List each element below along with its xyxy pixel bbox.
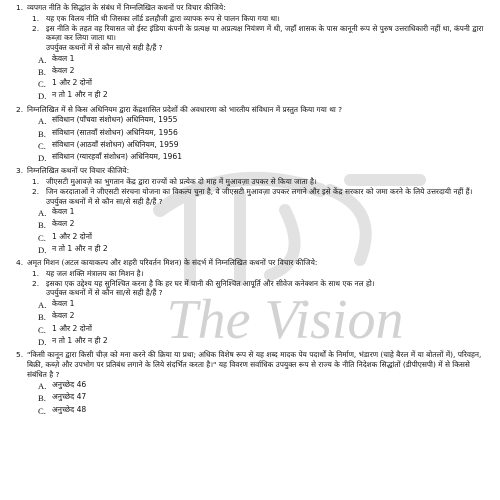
option-label: D. (38, 244, 47, 255)
option-text: अनुच्छेद 47 (52, 392, 87, 402)
statement-1 (32, 177, 490, 187)
option-label: D. (38, 153, 47, 164)
option-text: संविधान (सातवाँ संशोधन) अधिनियम, 1956 (52, 127, 178, 137)
question-prompt: उपर्युक्त कथनों में से कौन सा/से सही है/हैं ? (46, 288, 163, 298)
statement-number: 2. (32, 278, 40, 288)
option-label: A. (38, 208, 47, 219)
question-text: "किसी कानून द्वारा किसी चीज़ को मना करने की क्रिया या प्रथा; अधिक विशेष रूप से यह शब्द मादक पेय पदार्थों के निर्माण, भंडारण (चाहे बैरल में या बोतलों में), परिवहन, बिक्री, कब्ज़े और उपभोग पर प्रतिबंध लगाने के लिये संदर्भित करता है।" यह विवरण सर्वाधिक उपयुक्त रूप से राज्य के नीति निदेशक सिद्धांतों (डीपीएसपी) में से किससे संबंधित है ? (27, 349, 482, 379)
option-label: A. (38, 300, 47, 311)
option-label: C. (38, 232, 46, 243)
question-prompt: उपर्युक्त कथनों में से कौन सा/से सही है/हैं ? (46, 43, 163, 53)
option-b (38, 219, 490, 231)
watermark-text: The Vision (166, 289, 404, 351)
question-text: निम्नलिखित कथनों पर विचार कीजिये: (27, 166, 130, 176)
question-5 (16, 350, 490, 417)
question-stem (16, 105, 490, 115)
statement-number: 2. (32, 186, 40, 196)
option-d (38, 90, 490, 102)
option-label: D. (38, 336, 47, 347)
statement-1 (32, 269, 490, 279)
option-list (38, 115, 490, 164)
statement-text: यह एक विलय नीति थी जिसका लॉर्ड डलहौजी द्वारा व्यापक रूप से पालन किया गया था। (46, 13, 280, 23)
statement-text: इसका एक उद्देश्य यह सुनिश्चित करना है कि हर घर में पानी की सुनिश्चित आपूर्ति और सीवेज कनेक्शन के साथ एक नल हो। (46, 278, 375, 288)
statement-list (32, 177, 490, 197)
option-c (38, 78, 490, 90)
option-b (38, 392, 490, 404)
option-label: C. (38, 79, 46, 90)
statement-1 (32, 14, 490, 24)
statement-number: 1. (32, 268, 40, 278)
question-stem (16, 258, 490, 268)
option-label: B. (38, 67, 46, 78)
option-label: C. (38, 140, 46, 151)
question-number: 3. (16, 166, 24, 176)
option-text: 1 और 2 दोनों (52, 231, 92, 241)
statement-list (32, 269, 490, 289)
option-b (38, 311, 490, 323)
option-text: संविधान (पाँचवा संशोधन) अधिनियम, 1955 (52, 115, 178, 125)
question-prompt: उपर्युक्त कथनों में से कौन सा/से सही है/हैं ? (46, 196, 163, 206)
option-a (38, 115, 490, 127)
question-text: निम्नलिखित में से किस अधिनियम द्वारा केंद्रशासित प्रदेशों की अवधारणा को भारतीय संविधान में प्रस्तुत किया गया था ? (27, 104, 343, 114)
option-label: B. (38, 128, 46, 139)
question-4 (16, 258, 490, 348)
question-2 (16, 105, 490, 165)
statement-number: 1. (32, 13, 40, 23)
option-text: केवल 1 (52, 53, 75, 63)
question-3 (16, 166, 490, 256)
option-text: केवल 2 (52, 66, 75, 76)
option-label: A. (38, 116, 47, 127)
option-d (38, 244, 490, 256)
option-text: न तो 1 और न ही 2 (52, 243, 108, 253)
option-d (38, 336, 490, 348)
statement-list (32, 14, 490, 43)
option-a (38, 299, 490, 311)
option-text: केवल 1 (52, 299, 75, 309)
statement-text: जिन करदाताओं ने जीएसटी संरचना योजना का विकल्प चुना है, वे जीएसटी मुआवज़ा उपकर लगाने और इसे केंद्र सरकार को जमा करने के लिये उत्तरदायी नहीं हैं। (46, 186, 473, 196)
option-label: C. (38, 324, 46, 335)
option-text: केवल 1 (52, 207, 75, 217)
option-text: संविधान (ग्यारहवाँ संशोधन) अधिनियम, 1961 (52, 152, 183, 162)
option-text: 1 और 2 दोनों (52, 323, 92, 333)
question-number: 5. (16, 349, 24, 359)
statement-2 (32, 279, 490, 289)
option-b (38, 128, 490, 140)
option-label: B. (38, 393, 46, 404)
question-number: 2. (16, 104, 24, 114)
question-stem (16, 166, 490, 176)
statement-text: इस नीति के तहत वह रियासत जो ईस्ट इंडिया कंपनी के प्रत्यक्ष या अप्रत्यक्ष नियंत्रण में थी, जहाँ शासक के पास कानूनी रूप से पुरुष उत्तराधिकारी नहीं था, कंपनी द्वारा कब्ज़ा कर लिया जाता था। (46, 23, 484, 43)
question-stem (16, 350, 490, 379)
statement-text: यह जल शक्ति मंत्रालय का मिशन है। (46, 268, 144, 278)
option-label: B. (38, 220, 46, 231)
option-text: 1 और 2 दोनों (52, 78, 92, 88)
option-text: संविधान (आठवाँ संशोधन) अधिनियम, 1959 (52, 139, 179, 149)
option-text: अनुच्छेद 48 (52, 404, 87, 414)
question-number: 4. (16, 258, 24, 268)
question-text: अमृत मिशन (अटल कायाकल्प और शहरी परिवर्तन मिशन) के संदर्भ में निम्नलिखित कथनों पर विचार कीजिये: (27, 258, 318, 268)
statement-text: जीएसटी मुआवज़े का भुगतान केंद्र द्वारा राज्यों को प्रत्येक दो माह में मुआवज़ा उपकर से किया जाता है। (46, 176, 317, 186)
statement-number: 2. (32, 23, 40, 33)
option-text: केवल 2 (52, 219, 75, 229)
statement-number: 1. (32, 176, 40, 186)
statement-2 (32, 24, 490, 44)
option-c (38, 140, 490, 152)
option-label: B. (38, 312, 46, 323)
question-list (16, 3, 490, 419)
option-text: न तो 1 और न ही 2 (52, 90, 108, 100)
option-list (38, 207, 490, 256)
question-number: 1. (16, 3, 24, 12)
option-c (38, 324, 490, 336)
option-b (38, 66, 490, 78)
question-stem (16, 3, 490, 13)
option-list (38, 380, 490, 417)
option-label: C. (38, 405, 46, 416)
option-list (38, 299, 490, 348)
option-a (38, 380, 490, 392)
question-text: व्यपगत नीति के सिद्धांत के संबंध में निम्नलिखित कथनों पर विचार कीजिये: (27, 3, 226, 12)
option-text: न तो 1 और न ही 2 (52, 335, 108, 345)
statement-2 (32, 187, 490, 197)
option-text: केवल 2 (52, 311, 75, 321)
option-label: A. (38, 54, 47, 65)
option-a (38, 54, 490, 66)
question-1 (16, 3, 490, 103)
option-c (38, 232, 490, 244)
option-label: D. (38, 91, 47, 102)
option-label: A. (38, 381, 47, 392)
option-list (38, 54, 490, 103)
option-text: अनुच्छेद 46 (52, 380, 87, 390)
option-a (38, 207, 490, 219)
option-c (38, 405, 490, 417)
option-d (38, 152, 490, 164)
